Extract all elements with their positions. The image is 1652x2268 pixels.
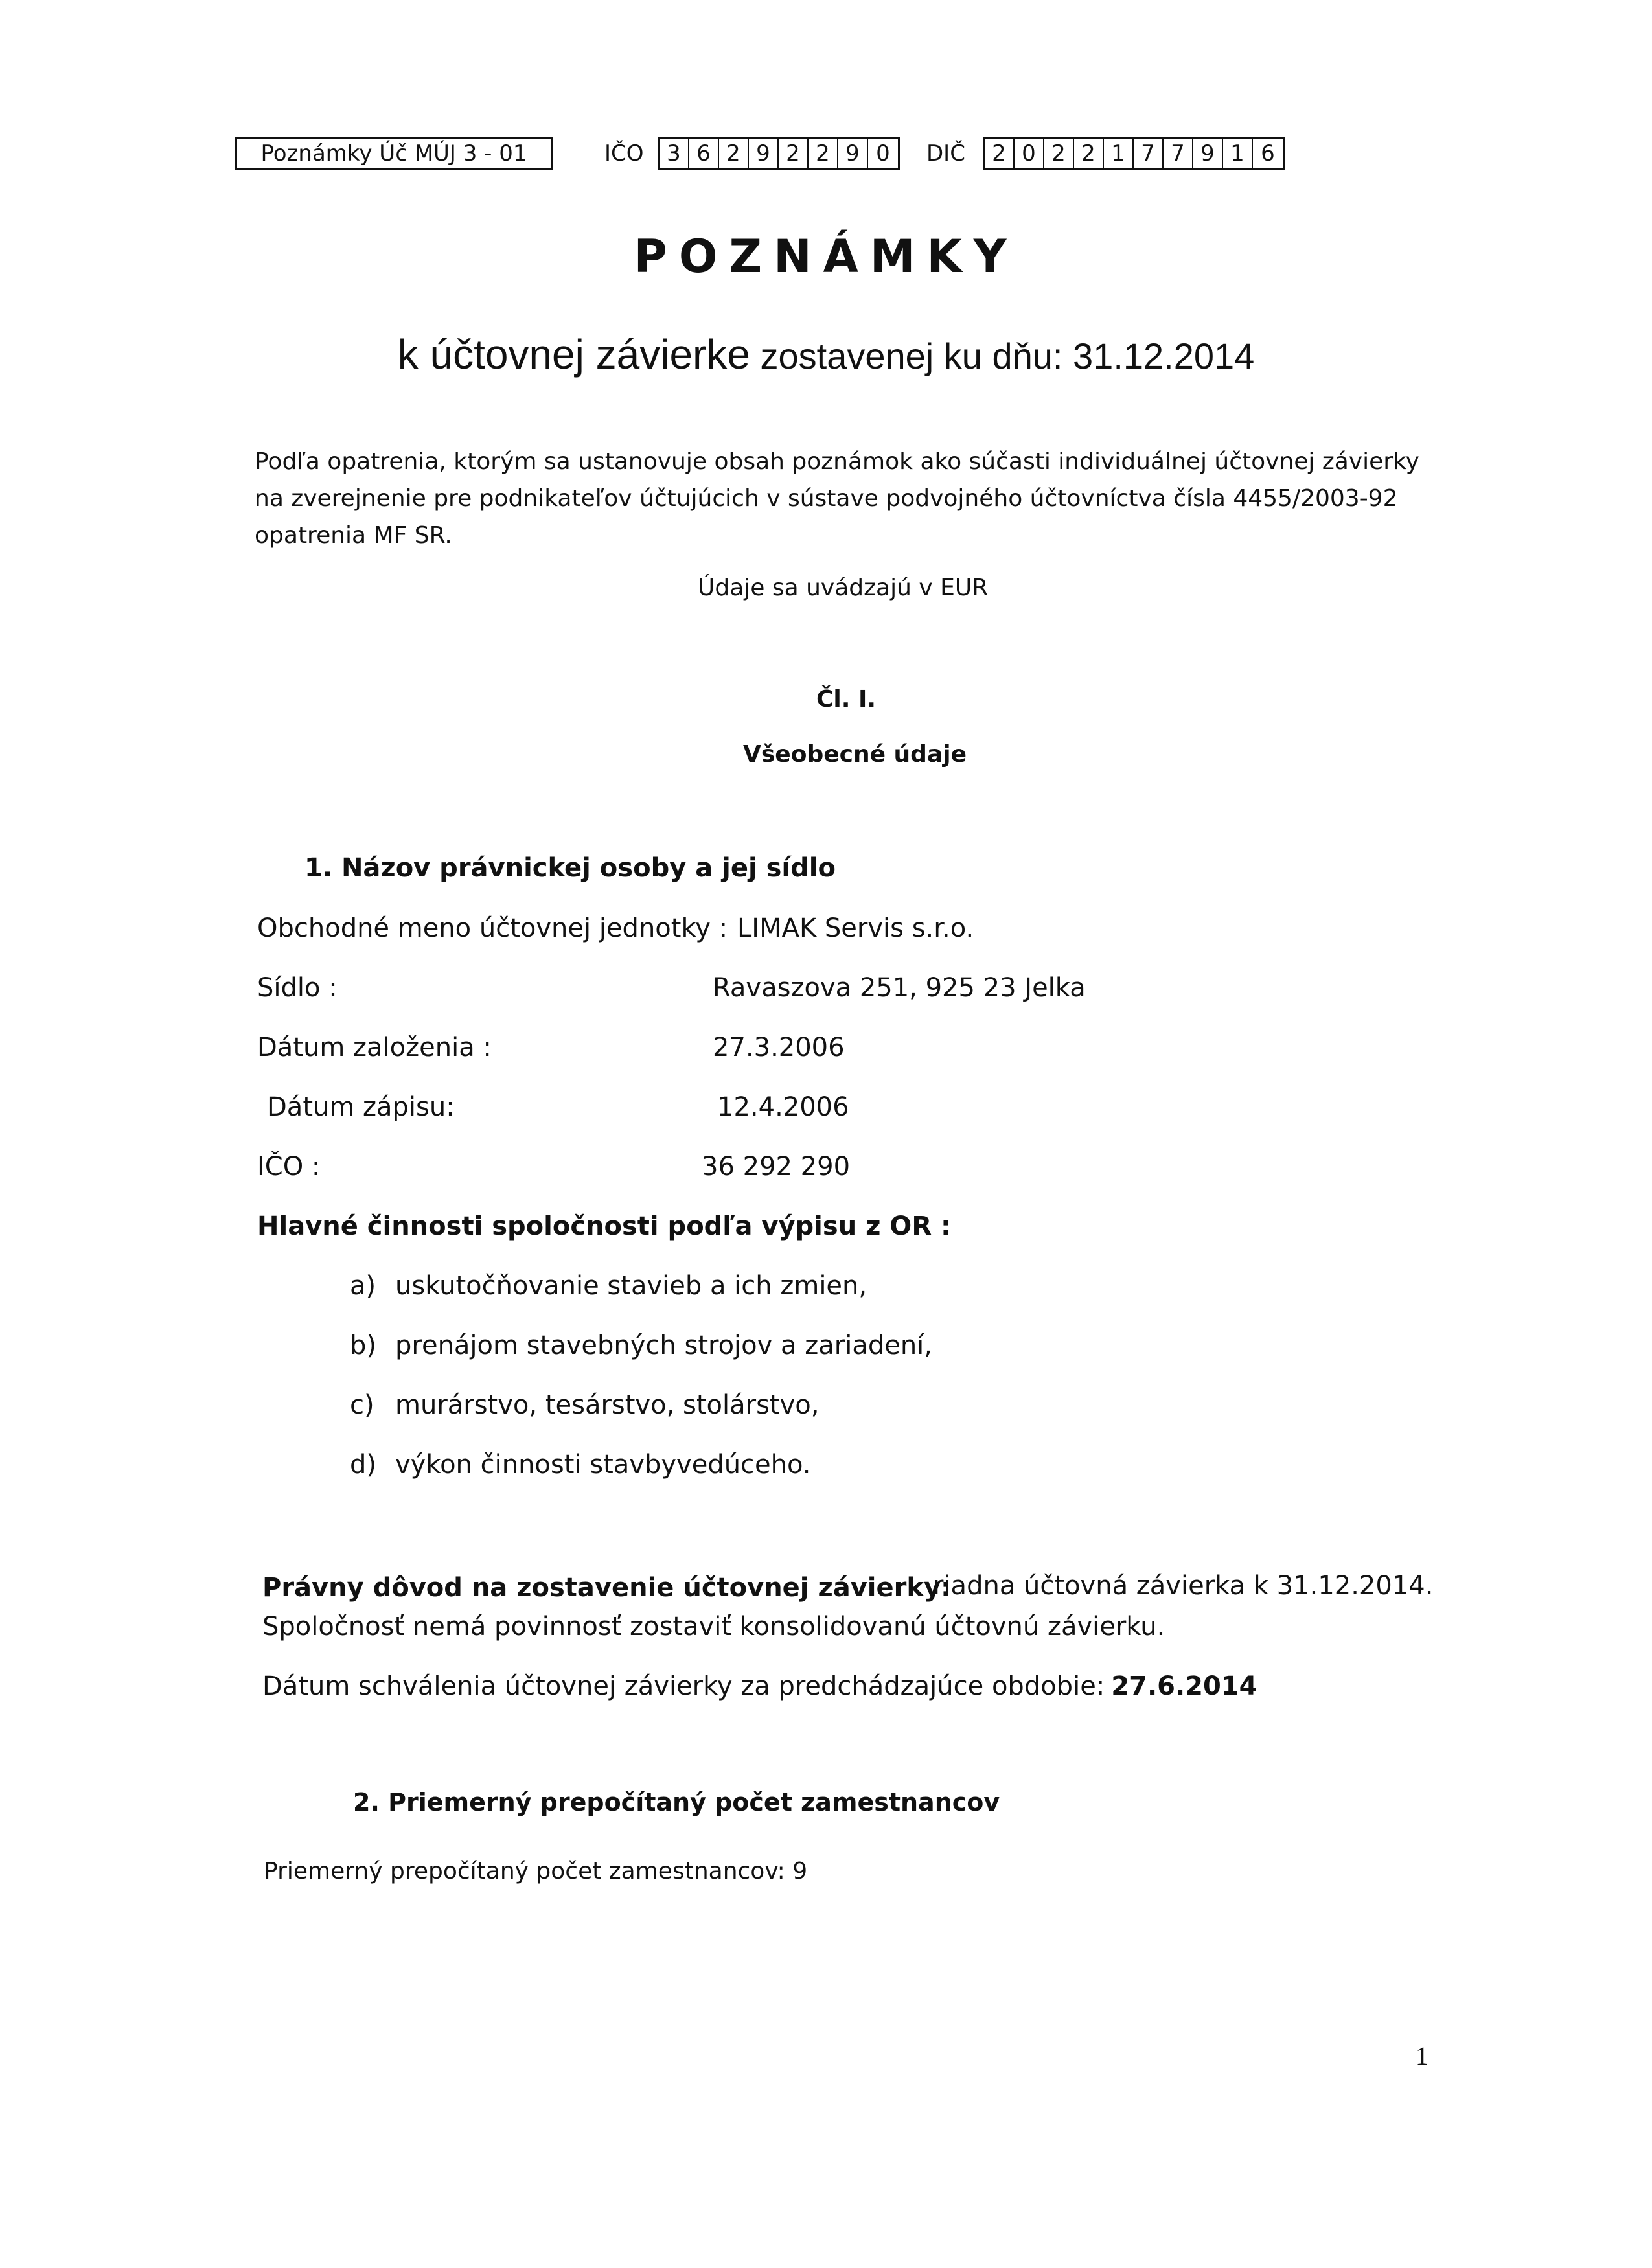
activity-a-letter: a) xyxy=(350,1271,376,1301)
article-number: Čl. I. xyxy=(816,686,877,713)
subtitle-part1: k účtovnej závierke xyxy=(397,331,750,378)
intro-line-2: na zverejnenie pre podnikateľov účtujúcich v sústave podvojného účtovníctva čísla 4455/2003-92 xyxy=(255,485,1398,512)
dic-digit-box: 7 xyxy=(1164,139,1193,168)
ico-digit-boxes xyxy=(658,137,900,170)
legal-reason-label: Právny dôvod na zostavenie účtovnej závierky: xyxy=(262,1573,952,1603)
section-2-heading: 2. Priemerný prepočítaný počet zamestnancov xyxy=(353,1788,1000,1816)
founding-date-label: Dátum založenia : xyxy=(257,1033,492,1062)
approval-date-value: 27.6.2014 xyxy=(1111,1671,1257,1701)
dic-digit-box: 7 xyxy=(1134,139,1164,168)
ico-digit-box: 9 xyxy=(838,139,868,168)
ico-digit-box: 2 xyxy=(809,139,838,168)
employee-count-line: Priemerný prepočítaný počet zamestnancov: 9 xyxy=(264,1858,808,1884)
dic-digit-box: 1 xyxy=(1223,139,1253,168)
registration-date-label: Dátum zápisu: xyxy=(267,1092,455,1122)
ico-field-label: IČO : xyxy=(257,1152,321,1182)
currency-note: Údaje sa uvádzajú v EUR xyxy=(698,575,989,601)
dic-digit-box: 2 xyxy=(985,139,1015,168)
ico-digit-box: 2 xyxy=(779,139,809,168)
page-number: 1 xyxy=(1416,2041,1428,2070)
dic-digit-box: 9 xyxy=(1193,139,1223,168)
approval-date-line xyxy=(262,1671,1257,1701)
document-subtitle xyxy=(0,330,1652,378)
ico-field-value: 36 292 290 xyxy=(702,1152,851,1182)
intro-line-1: Podľa opatrenia, ktorým sa ustanovuje obsah poznámok ako súčasti individuálnej účtovnej závierky xyxy=(255,448,1419,475)
activity-d-text: výkon činnosti stavbyvedúceho. xyxy=(395,1450,811,1480)
ico-digit-box: 9 xyxy=(749,139,779,168)
intro-line-3: opatrenia MF SR. xyxy=(255,522,452,549)
dic-digit-boxes xyxy=(983,137,1285,170)
dic-label: DIČ xyxy=(926,141,965,166)
dic-digit-box: 2 xyxy=(1074,139,1104,168)
activity-c-letter: c) xyxy=(350,1390,374,1420)
ico-digit-box: 2 xyxy=(719,139,749,168)
activity-a-text: uskutočňovanie stavieb a ich zmien, xyxy=(395,1271,867,1301)
form-code-label: Poznámky Úč MÚJ 3 - 01 xyxy=(235,137,553,170)
dic-digit-box: 6 xyxy=(1261,141,1275,166)
dic-digit-box: 1 xyxy=(1104,139,1134,168)
consolidation-note: Spoločnosť nemá povinnosť zostaviť konsolidovanú účtovnú závierku. xyxy=(262,1612,1165,1642)
ico-digit-box: 3 xyxy=(660,139,689,168)
registration-date-value: 12.4.2006 xyxy=(717,1092,849,1122)
founding-date-value: 27.3.2006 xyxy=(713,1033,845,1062)
document-title: POZNÁMKY xyxy=(634,230,1018,283)
activity-b-text: prenájom stavebných strojov a zariadení, xyxy=(395,1331,933,1360)
seat-value: Ravaszova 251, 925 23 Jelka xyxy=(713,973,1086,1003)
activity-d-letter: d) xyxy=(350,1450,376,1480)
legal-reason-value: riadna účtovná závierka k 31.12.2014. xyxy=(933,1571,1434,1601)
subtitle-part2: zostavenej ku dňu: 31.12.2014 xyxy=(750,336,1255,376)
activities-heading: Hlavné činnosti spoločnosti podľa výpisu z OR : xyxy=(257,1211,952,1241)
dic-digit-box: 2 xyxy=(1044,139,1074,168)
seat-label: Sídlo : xyxy=(257,973,338,1003)
activity-b-letter: b) xyxy=(350,1331,376,1360)
article-heading: Všeobecné údaje xyxy=(743,741,967,768)
ico-digit-box: 0 xyxy=(876,141,890,166)
approval-date-label: Dátum schválenia účtovnej závierky za predchádzajúce obdobie: xyxy=(262,1671,1105,1701)
company-name-label: Obchodné meno účtovnej jednotky : xyxy=(257,913,728,943)
section-1-heading: 1. Názov právnickej osoby a jej sídlo xyxy=(304,853,836,883)
activity-c-text: murárstvo, tesárstvo, stolárstvo, xyxy=(395,1390,820,1420)
ico-digit-box: 6 xyxy=(689,139,719,168)
ico-label: IČO xyxy=(604,141,644,166)
company-name-value: LIMAK Servis s.r.o. xyxy=(737,913,974,943)
dic-digit-box: 0 xyxy=(1015,139,1044,168)
